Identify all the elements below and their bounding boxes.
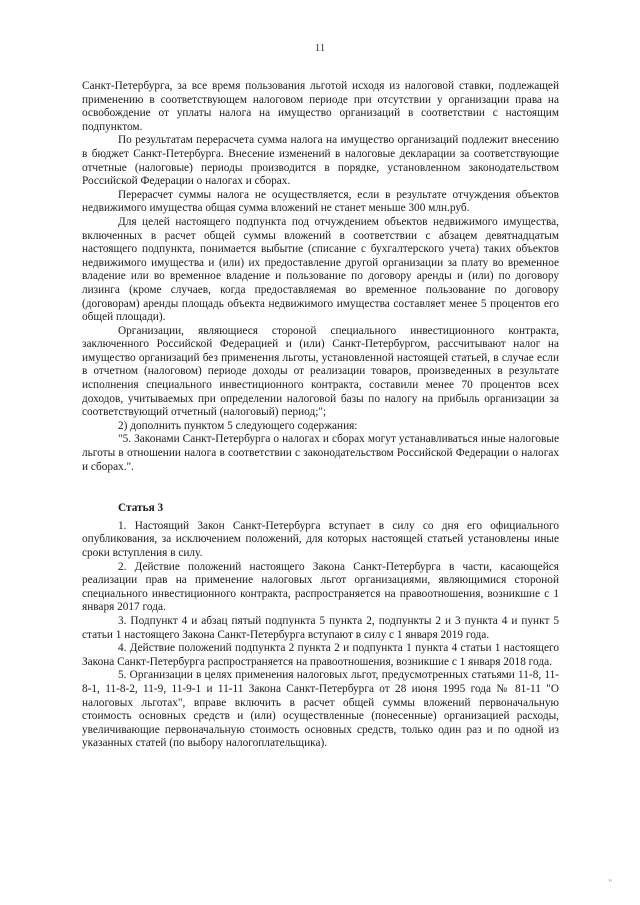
paragraph: 1. Настоящий Закон Санкт-Петербурга вступает в силу со дня его официального опубликования, за исключением положений, для которых настоящей статьей установлены иные сроки вступления в силу. (82, 519, 559, 559)
paragraph: Перерасчет суммы налога не осуществляется, если в результате отчуждения объектов недвижимого имущества общая сумма вложений не станет меньше 300 млн.руб. (82, 188, 559, 215)
paragraph: Санкт-Петербурга, за все время пользования льготой исходя из налоговой ставки, подлежащей применению в соответствующем налоговом периоде при отсутствии у организации права на освобождение от уплаты налога на имущество организаций в соответствии с настоящим подпунктом. (82, 80, 559, 133)
paragraph: По результатам перерасчета сумма налога на имущество организаций подлежит внесению в бюджет Санкт-Петербурга. Внесение изменений в налоговые декларации за соответствующие отчетные (налоговые) периоды производится в порядке, установленном законодательством Российской Федерации о налогах и сборах. (82, 134, 559, 188)
paragraph: 5. Организации в целях применения налоговых льгот, предусмотренных статьями 11-8, 11-8-1, 11-8-2, 11-9, 11-9-1 и 11-11 Закона Санкт-Петербурга от 28 июня 1995 года № 81-11 "О налоговых льготах", вправе включить в расчет общей суммы вложений первоначальную стоимость основных средств и (или) осуществленные (понесенные) организацией расходы, увеличивающие первоначальную стоимость основных средств, только один раз и по одной из указанных статей (по выбору налогоплательщика). (82, 669, 559, 750)
paragraph: 4. Действие положений подпункта 2 пункта 2 и подпункта 1 пункта 4 статьи 1 настоящего Закона Санкт-Петербурга распространяется на правоотношения, возникшие с 1 января 2018 года. (82, 642, 559, 668)
article-heading: Статья 3 (118, 502, 164, 515)
paragraph: 3. Подпункт 4 и абзац пятый подпункта 5 пункта 2, подпункты 2 и 3 пункта 4 и пункт 5 статьи 1 настоящего Закона Санкт-Петербурга вступают в силу с 1 января 2019 года. (82, 614, 559, 641)
paragraph: 2. Действие положений настоящего Закона Санкт-Петербурга в части, касающейся реализации прав на применение налоговых льгот организациями, являющимися стороной специального инвестиционного контракта, распространяется на правоотношения, возникшие с 1 января 2017 года. (82, 560, 559, 614)
page-number: 11 (314, 42, 326, 54)
document-body (82, 80, 559, 751)
corner-mark: " (608, 878, 612, 889)
paragraph: "5. Законами Санкт-Петербурга о налогах и сборах могут устанавливаться иные налоговые льготы в отношении налога в соответствии с законодательством Российской Федерации о налогах и сборах.". (82, 433, 559, 473)
paragraph: Организации, являющиеся стороной специального инвестиционного контракта, заключенного Российской Федерацией и (или) Санкт-Петербургом, рассчитывают налог на имущество организаций без применения льготы, установленной настоящей статьей, в случае если в отчетном (налоговом) периоде доходы от реализации товаров, произведенных в результате исполнения специального инвестиционного контракта, составили менее 70 процентов всех доходов, учитываемых при определении налоговой базы по налогу на прибыль организации за соответствующий отчетный (налоговый) период;"; (82, 324, 559, 419)
paragraph: 2) дополнить пунктом 5 следующего содержания: (118, 419, 358, 432)
paragraph: Для целей настоящего подпункта под отчуждением объектов недвижимого имущества, включенных в расчет общей суммы вложений в соответствии с абзацем девятнадцатым настоящего подпункта, понимается выбытие (списание с бухгалтерского учета) таких объектов недвижимого имущества и (или) их предоставление другой организации за плату во временное владение или во временное владение и пользование по договору аренды и (или) по договору лизинга (кроме случаев, когда предоставляемая во временное пользование по договору (договорам) аренды площадь объекта недвижимого имущества составляет менее 5 процентов его общей площади). (82, 215, 559, 324)
